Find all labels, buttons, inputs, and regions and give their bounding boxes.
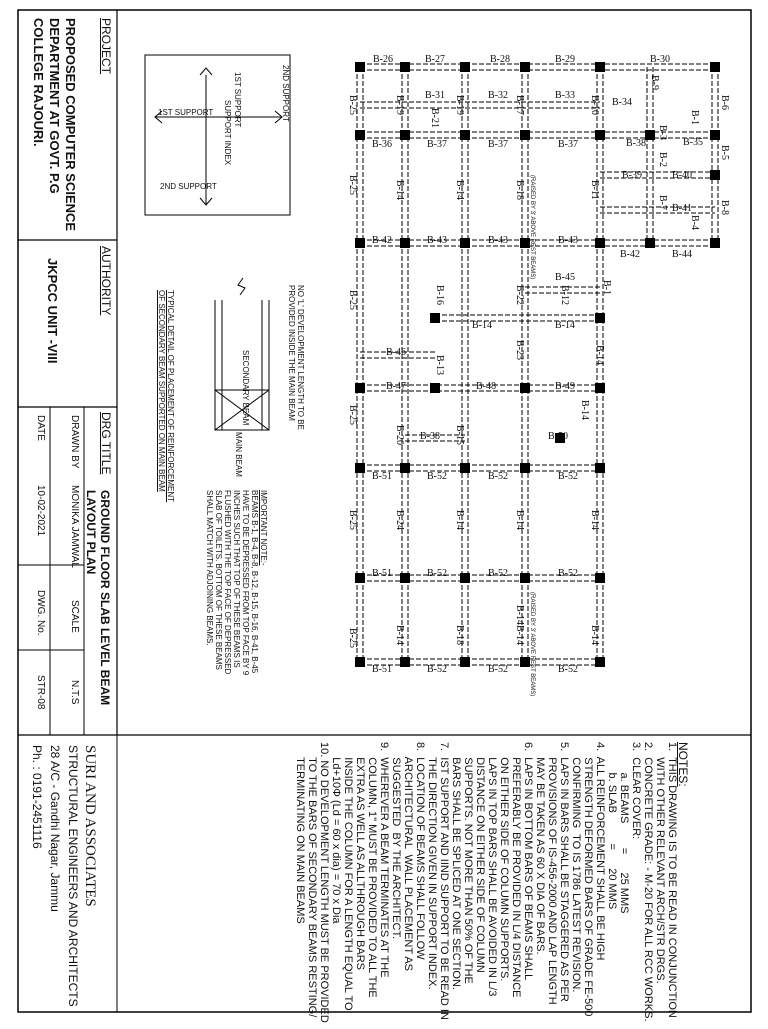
beam-label: B-4: [689, 215, 700, 230]
beam-label: B-25: [347, 290, 358, 310]
project-name: [63, 18, 78, 231]
drawn-by-value: MONIKA JAMWAL: [69, 485, 80, 568]
raised-note: (RAISED BY 3' ABOVE REST BEAMS): [529, 175, 535, 280]
column-marker: [520, 463, 530, 473]
important-note: [205, 490, 268, 675]
column-marker: [710, 62, 720, 72]
beam-label: B-10: [589, 95, 600, 115]
column-marker: [400, 130, 410, 140]
beam-label: B-49: [555, 381, 575, 392]
column-marker: [400, 573, 410, 583]
beam-label: B-50: [548, 431, 568, 442]
important-note-heading: IMPORTANT NOTE:-: [259, 490, 268, 566]
project-label: PROJECT: [99, 18, 113, 75]
beam-label: B-40: [672, 170, 692, 181]
support-2nd-top: 2ND SUPPORT: [281, 65, 290, 122]
column-marker: [430, 313, 440, 323]
main-beam-label: MAIN BEAM: [234, 432, 243, 477]
beam-label: B-18: [514, 180, 525, 200]
no-ld-line-1: NO 'L' DEVELOPMENT LENGTH TO BE: [296, 285, 305, 430]
beam-label: B-42: [620, 249, 640, 260]
beam-label: B-22: [514, 285, 525, 305]
beam-label: B-17: [514, 95, 525, 115]
beam-label: B-19: [394, 95, 405, 115]
beam-label: B-37: [558, 139, 578, 150]
column-marker: [645, 130, 655, 140]
beam-label: B-7: [657, 195, 668, 210]
beam-label: B-34: [612, 97, 632, 108]
beam-label: B-2: [657, 152, 668, 167]
column-marker: [400, 463, 410, 473]
beam-label: B-13: [434, 355, 445, 375]
column-marker: [460, 62, 470, 72]
beam-label: B-3: [657, 125, 668, 140]
column-marker: [460, 573, 470, 583]
beam-label: B-52: [558, 664, 578, 675]
beam-label: B-51: [372, 471, 392, 482]
scale-value: N.T.S: [69, 680, 80, 705]
beam-label: B-14: [589, 510, 600, 530]
column-marker: [355, 238, 365, 248]
beam-label: B-35: [683, 137, 703, 148]
raised-note: (RAISED BY 3' ABOVE REST BEAMS): [529, 592, 535, 697]
beam-label: B-19: [454, 95, 465, 115]
column-marker: [355, 463, 365, 473]
beam-label: B-44: [672, 249, 692, 260]
column-marker: [460, 657, 470, 667]
date-value: 10-02-2021: [35, 485, 46, 537]
note-2: 2. CONCRETE GRADE: - M-20 FOR ALL RCC WORKS.: [642, 742, 654, 1022]
drg-title-line-2: LAYOUT PLAN: [84, 490, 98, 575]
beam-label: B-1: [689, 110, 700, 125]
beam-label: B-14: [589, 625, 600, 645]
beam-label: B-52: [427, 471, 447, 482]
beam-label: B-14: [514, 510, 525, 530]
support-2nd-left: 2ND SUPPORT: [160, 182, 217, 191]
beam-label: B-30: [650, 54, 670, 65]
firm-address: 28 A/C - Gandhi Nagar, Jammu: [48, 745, 62, 912]
beam-label: B-14: [514, 605, 525, 625]
secondary-beam-label: SECONDARY BEAM: [241, 350, 250, 426]
beam-label: B-23: [514, 340, 525, 360]
beam-label: B-52: [488, 471, 508, 482]
column-marker: [430, 383, 440, 393]
column-marker: [710, 130, 720, 140]
column-marker: [595, 130, 605, 140]
important-note-line: SHALL MATCH WITH ADJOINING BEAMS.: [205, 490, 214, 646]
beam-label: B-20: [394, 425, 405, 445]
beam-label: B-52: [427, 664, 447, 675]
support-index-caption: SUPPORT INDEX: [223, 100, 232, 166]
important-note-line: INCHES SUCH THAT TOP OF THESE BEAMS IS: [232, 490, 241, 668]
beam-label: B-12: [559, 285, 570, 305]
important-note-line: HAVE TO BE DEPRESSED FROM TOP FACE BY 9: [241, 490, 250, 676]
beam-label: B-25: [347, 628, 358, 648]
column-marker: [595, 657, 605, 667]
beam-label: B-14: [394, 180, 405, 200]
beam-label: B-14: [594, 345, 605, 365]
beam-label: B-48: [476, 381, 496, 392]
column-marker: [355, 383, 365, 393]
note-6: 6. LAPS IN BOTTOM BARS OF BEAMS SHALL PREFERABLY BE PROVIDED IN L/4 DISTANCE ON EITHER SIDE OF COLUMN SUPPORTS. LAPS IN TOP BARS SHALL BE AVOIDED IN L/3 DISTANCE ON EITHER SIDE OF COLUMN SUPPORTS. NOT MORE THAN 50% OF THE BARS SHALL BE SPLICED AT ONE SECTION.: [450, 742, 534, 998]
column-marker: [460, 463, 470, 473]
beam-label: B-8: [719, 200, 730, 215]
note-1: 1. THIS DRAWING IS TO BE READ IN CONJUNCTION WITH OTHER RELEVANT ARCH/STR DRGS.: [654, 742, 678, 1018]
firm-name: SURI AND ASSOCIATES: [82, 745, 98, 907]
beam-label: B-6: [719, 95, 730, 110]
beam-label: B-15: [454, 425, 465, 445]
beam-label: B-52: [558, 568, 578, 579]
beam-label: B-36: [372, 139, 392, 150]
beam-label: B-25: [347, 405, 358, 425]
important-note-line: BEAMS B-1, B-4, B-8, B-12, B-15, B-16, B-41, B-45: [250, 490, 259, 674]
drg-title-line-1: GROUND FLOOR SLAB LEVEL BEAM: [98, 490, 112, 706]
column-marker: [355, 130, 365, 140]
beam-label: B-25: [347, 95, 358, 115]
column-marker: [400, 238, 410, 248]
column-marker: [710, 170, 720, 180]
beam-label: B-47: [386, 381, 406, 392]
no-ld-line-2: PROVIDED INSIDE THE MAIN BEAM: [287, 285, 296, 421]
beam-label: B-37: [427, 139, 447, 150]
drawn-by-label: DRAWN BY: [69, 415, 80, 469]
notes-heading: NOTES:: [676, 742, 690, 787]
note-3: 3. CLEAR COVER:: [630, 742, 642, 840]
beam-label: B-16: [434, 285, 445, 305]
beam-label: B-52: [558, 471, 578, 482]
authority-value: JKPCC UNIT -VIII: [45, 258, 60, 364]
beam-label: B-14: [514, 625, 525, 645]
beam-label: B-1: [601, 280, 612, 295]
note-5: 5. LAPS IN BARS SHALL BE STAGGERED AS PER PROVISIONS OF IS-456-2000 AND LAP LENGTH MAY BE TAKEN AS 60 X DIA OF BARS.: [534, 742, 570, 1005]
beam-label: B-29: [555, 54, 575, 65]
beam-label: B-14: [579, 400, 590, 420]
beam-label: B-27: [425, 54, 445, 65]
support-1st-left: 1ST SUPPORT: [158, 108, 214, 117]
beam-label: B-41: [672, 203, 692, 214]
beam-label: B-14: [472, 320, 492, 331]
beam-label: B-14: [454, 510, 465, 530]
beam-label: B-37: [488, 139, 508, 150]
beam-label: B-25: [347, 175, 358, 195]
column-marker: [520, 62, 530, 72]
beam-label: B-31: [425, 90, 445, 101]
beam-label: B-25: [347, 510, 358, 530]
support-1st-top: 1ST SUPPORT: [233, 72, 242, 128]
column-marker: [460, 130, 470, 140]
note-4: 4. ALL REINFORCEMENT SHALL BE HIGH STRENGTH DEFORMED BARS OF GRADE FE-500 CONFIRMING TO IS 1786 LATEST REVISION.: [570, 742, 606, 1017]
note-10: 10. NO DEVELOPMENT LENGTH MUST BE PROVIDED TO THE BARS OF SECONDARY BEAMS RESTING/ TERMINATING ON MAIN BEAMS: [294, 742, 330, 1023]
note-3a: a. BEAMS = 25 MMS: [618, 742, 630, 914]
column-marker: [400, 62, 410, 72]
beam-label: B-14: [454, 180, 465, 200]
beam-label: B-52: [427, 568, 447, 579]
column-marker: [645, 238, 655, 248]
column-marker: [595, 383, 605, 393]
detail-no-ld-note: [287, 285, 305, 430]
beam-label: B-32: [488, 90, 508, 101]
column-marker: [520, 573, 530, 583]
column-marker: [595, 238, 605, 248]
column-marker: [595, 463, 605, 473]
note-3b: b. SLAB = 20 MMS: [606, 742, 618, 910]
beam-label: B-14: [555, 320, 575, 331]
note-7: 7. IST SUPPORT AND IIND SUPPORT TO BE READ IN THE DIRECTION GIVEN IN SUPPORT INDEX.: [426, 742, 450, 1020]
column-marker: [520, 383, 530, 393]
firm-subtitle: STRUCTURAL ENGINEERS AND ARCHITECTS: [66, 745, 80, 1007]
beam-label: B-51: [372, 568, 392, 579]
beam-label: B-52: [488, 568, 508, 579]
column-marker: [355, 573, 365, 583]
column-marker: [520, 130, 530, 140]
beam-label: B-26: [373, 54, 393, 65]
beam-label: B-38: [626, 138, 646, 149]
beam-label: B-14: [394, 625, 405, 645]
beam-label: B-38: [420, 431, 440, 442]
scale-label: SCALE: [69, 600, 80, 633]
detail-title: [157, 290, 175, 502]
beam-label: B-51: [372, 664, 392, 675]
column-marker: [595, 573, 605, 583]
beam-label: B-5: [719, 145, 730, 160]
beam-label: B-43: [558, 235, 578, 246]
column-marker: [460, 238, 470, 248]
beam-label: B-11: [589, 180, 600, 200]
column-marker: [595, 313, 605, 323]
detail-title-line-2: OF SECONDARY BEAM SUPPORTED ON MAIN BEAM: [157, 290, 166, 492]
column-marker: [595, 62, 605, 72]
beam-label: B-43: [427, 235, 447, 246]
column-marker: [710, 238, 720, 248]
beam-label: B-43: [488, 235, 508, 246]
authority-label: AUTHORITY: [99, 246, 113, 316]
drg-title-label: DRG TITLE: [99, 412, 113, 475]
beam-label: B-18: [454, 625, 465, 645]
beam-label: B-52: [488, 664, 508, 675]
beam-label: B-28: [490, 54, 510, 65]
notes-list: [294, 742, 678, 1023]
column-marker: [400, 657, 410, 667]
beam-label: B-21: [429, 108, 440, 128]
beam-label: B-9: [649, 75, 660, 90]
project-line-1: PROPOSED COMPUTER SCIENCE: [63, 18, 78, 232]
beam-label: B-45: [555, 272, 575, 283]
beam-label: B-42: [372, 235, 392, 246]
project-line-3: COLLEGE RAJOURI.: [31, 18, 46, 147]
column-marker: [355, 657, 365, 667]
beam-label: B-24: [394, 510, 405, 530]
column-marker: [355, 62, 365, 72]
detail-title-line-1: TYPICAL DETAIL OF PLACEMENT OF REINFORCEMENT: [166, 290, 175, 503]
note-9: 9. WHEREVER A BEAM TERMINATES AT THE COLUMN, 1" MUST BE PROVIDED TO ALL THE EXTRA AS WELL AS ALLTHROUGH BARS INSIDE THE COLUMN FOR A LENGTH EQUAL TO Ld+10Φ (Ld = 60 x dia) = 70 x Dia: [330, 742, 390, 1011]
important-note-line: SLAB OF TOILETS. BOTTOM OF THESE BEAMS: [214, 490, 223, 670]
note-8: 8. LOCATION OF BEAMS SHALL FOLLOW ARCHITECTURAL WALL PLACEMENT AS SUGGESTED BY THE ARCHITECT.: [390, 742, 426, 972]
beam-label: B-46: [386, 347, 406, 358]
important-note-line: FLUSHED WITH THE TOP FACE OF DEPRESSED: [223, 490, 232, 675]
beam-label: B-39: [622, 170, 642, 181]
firm-phone: Ph. : 0191-2451116: [30, 745, 44, 849]
beam-label: B-33: [555, 90, 575, 101]
dwg-no-value: STR-08: [35, 675, 46, 710]
project-line-2: DEPARTMENT AT GOVT. P.G: [47, 18, 62, 194]
date-label: DATE: [35, 415, 46, 441]
dwg-no-label: DWG. No.: [35, 590, 46, 636]
